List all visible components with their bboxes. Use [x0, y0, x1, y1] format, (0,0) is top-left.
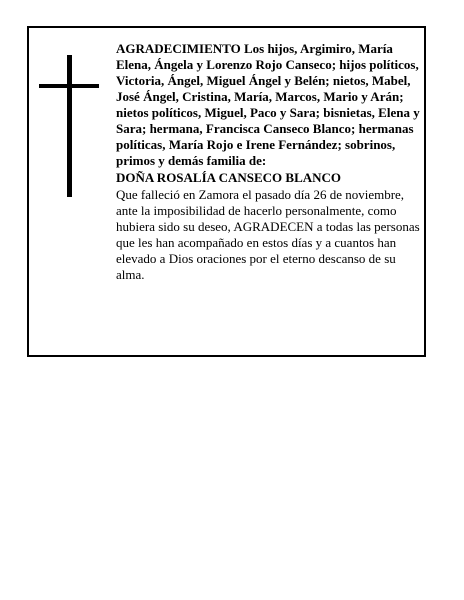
notice-text — [116, 41, 423, 283]
cross-vertical-bar — [67, 55, 72, 197]
deceased-name: DOÑA ROSALÍA CANSECO BLANCO — [116, 170, 342, 185]
family-announcement: AGRADECIMIENTO Los hijos, Argimiro, María Elena, Ángela y Lorenzo Rojo Canseco; hijos políticos, Victoria, Ángel, Miguel Ángel y Belén; nietos, Mabel, José Ángel, Cristina, María, Marcos, Mario y Arán; nietos políticos, Miguel, Paco y Sara; bisnietas, Elena y Sara; hermana, Francisca Canseco Blanco; hermanas políticas, María Rojo e Irene Fernández; sobrinos, primos y demás familia de: — [116, 41, 420, 168]
obituary-notice — [27, 26, 426, 357]
cross-horizontal-bar — [39, 84, 99, 88]
thanks-message: Que falleció en Zamora el pasado día 26 de noviembre, ante la imposibilidad de hacerlo personalmente, como hubiera sido su deseo, AGRADECEN a todas las personas que les han acompañado en estos días y a cuantos han elevado a Dios oraciones por el eterno descanso de su alma. — [116, 187, 420, 282]
